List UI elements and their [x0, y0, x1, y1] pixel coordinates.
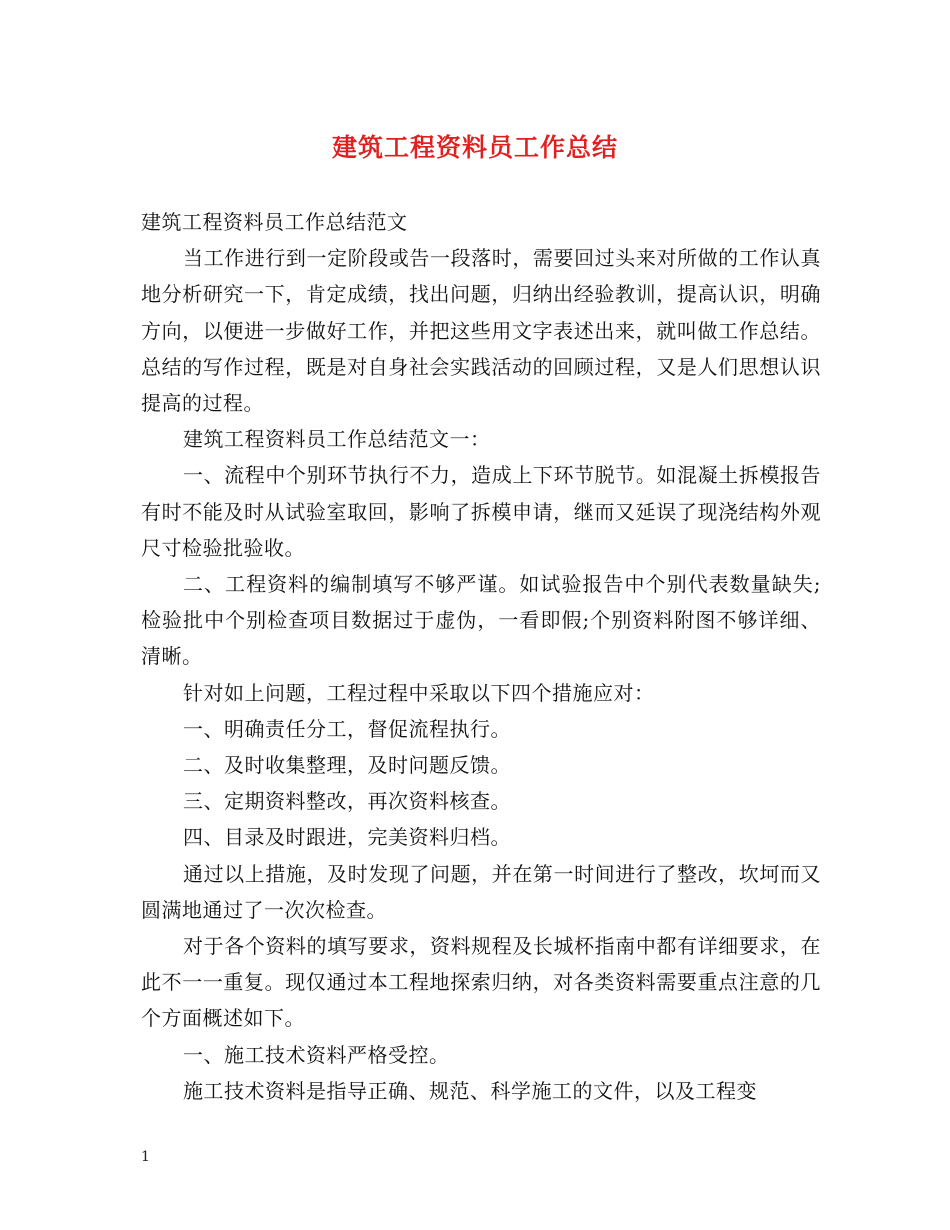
body-paragraph: 对于各个资料的填写要求，资料规程及长城杯指南中都有详细要求，在此不一一重复。现仅通过本工程地探索归纳，对各类资料需要重点注意的几个方面概述如下。	[141, 934, 821, 1031]
list-item: 三、定期资料整改，再次资料核查。	[183, 789, 511, 814]
list-item: 一、明确责任分工，督促流程执行。	[183, 716, 511, 741]
subtitle-paragraph: 建筑工程资料员工作总结范文	[141, 210, 408, 234]
document-title: 建筑工程资料员工作总结	[331, 133, 618, 162]
body-paragraph: 当工作进行到一定阶段或告一段落时，需要回过头来对所做的工作认真地分析研究一下，肯定成绩，找出问题，归纳出经验教训，提高认识，明确方向，以便进一步做好工作，并把这些用文字表述出来，就叫做工作总结。总结的写作过程，既是对自身社会实践活动的回顾过程，又是人们思想认识提高的过程。	[141, 246, 821, 416]
body-paragraph: 通过以上措施，及时发现了问题，并在第一时间进行了整改，坎坷而又圆满地通过了一次次检查。	[141, 861, 821, 922]
page-number: 1	[141, 1149, 150, 1165]
body-paragraph: 二、工程资料的编制填写不够严谨。如试验报告中个别代表数量缺失;检验批中个别检查项目数据过于虚伪，一看即假;个别资料附图不够详细、清晰。	[141, 572, 821, 669]
body-paragraph: 施工技术资料是指导正确、规范、科学施工的文件，以及工程变	[183, 1078, 757, 1103]
document-body	[141, 204, 821, 1109]
body-paragraph: 一、流程中个别环节执行不力，造成上下环节脱节。如混凝土拆模报告有时不能及时从试验室取回，影响了拆模申请，继而又延误了现浇结构外观尺寸检验批验收。	[141, 463, 821, 560]
list-item: 四、目录及时跟进，完美资料归档。	[183, 825, 511, 850]
section-heading: 建筑工程资料员工作总结范文一：	[183, 427, 491, 452]
list-item: 二、及时收集整理，及时问题反馈。	[183, 753, 511, 778]
body-paragraph: 针对如上问题，工程过程中采取以下四个措施应对：	[183, 680, 655, 705]
section-heading: 一、施工技术资料严格受控。	[183, 1042, 450, 1067]
